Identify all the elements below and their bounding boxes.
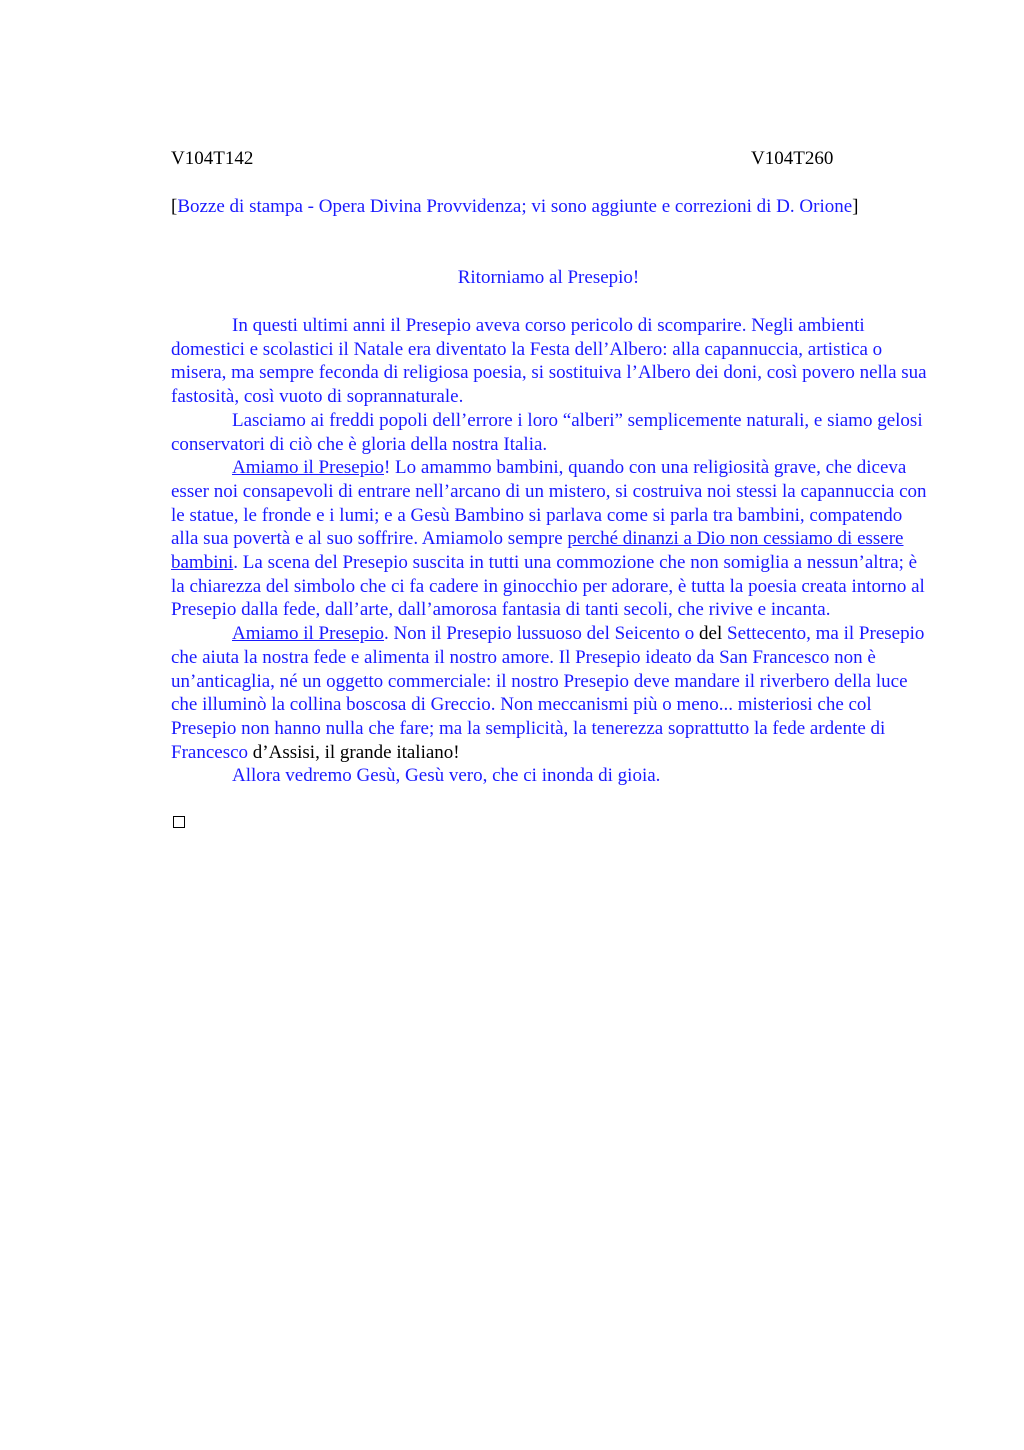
paragraph-3-text: ! Lo amammo bambini, quando con una religiosità grave, che diceva esser noi consapevoli di entrare nell’arcano di un mistero, si costruiva noi stessi la capannuccia con le statue, le fronde e i lumi; e a Gesù Bambino si parlava come si parla tra bambini, compatendo alla sua povertà e al suo soffrire. Amiamolo sempre: [171, 457, 927, 550]
article-title: Ritorniamo al Presepio!: [457, 267, 640, 288]
black-correction-text: del: [699, 623, 723, 645]
black-correction-text: d’Assisi, il grande italiano!: [248, 741, 460, 763]
paragraph-4-text-mid: Settecento, ma il Presepio che aiuta la nostra fede e alimenta il nostro amore. Il Presepio ideato da San Francesco non è un’anticaglia, né un oggetto commerciale: il nostro Presepio deve mandare il riverbero della luce che illuminò la collina boscosa di Greccio. Non meccanismi più o meno... misteriosi che col Presepio non hanno nulla che fare; ma la semplicità, la tenerezza soprattutto la fede ardente di Francesco: [171, 623, 925, 763]
underlined-phrase: Amiamo il Presepio: [232, 623, 384, 645]
note-text: Bozze di stampa - Opera Divina Provvidenza; vi sono aggiunte e correzioni di D. Orione: [177, 196, 853, 217]
note-open-bracket: [: [171, 196, 178, 217]
editorial-note: [171, 195, 858, 218]
left-document-code: V104T142: [171, 148, 254, 169]
note-close-bracket: ]: [852, 196, 859, 217]
paragraph-4-text: . Non il Presepio lussuoso del Seicento o: [383, 623, 700, 645]
paragraph-1: In questi ultimi anni il Presepio aveva corso pericolo di scomparire. Negli ambienti domestici e scolastici il Natale era diventato la Festa dell’Albero: alla capannuccia, artistica o misera, ma sempre feconda di religiosa poesia, si sostituiva l’Albero dei doni, così povero nella sua fastosità, così vuoto di soprannaturale.: [171, 315, 927, 408]
right-document-code: V104T260: [751, 148, 834, 169]
underlined-phrase: perché dinanzi a Dio non cessiamo di essere bambini: [171, 528, 904, 574]
paragraph-4: [171, 622, 929, 764]
article-body: [171, 314, 929, 788]
paragraph-2: Lasciamo ai freddi popoli dell’errore i loro “alberi” semplicemente naturali, e siamo gelosi conservatori di ciò che è gloria della nostra Italia.: [171, 409, 923, 455]
paragraph-3-text-end: . La scena del Presepio suscita in tutti una commozione che non somiglia a nessun’altra; è la chiarezza del simbolo che ci fa cadere in ginocchio per adorare, è tutta la poesia creata intorno al Presepio dalla fede, dall’arte, dall’amorosa fantasia di tanti secoli, che rivive e incanta.: [171, 552, 925, 621]
paragraph-3: [171, 456, 929, 622]
end-square-icon: [173, 816, 185, 828]
underlined-phrase: Amiamo il Presepio: [232, 457, 384, 479]
paragraph-5: Allora vedremo Gesù, Gesù vero, che ci inonda di gioia.: [232, 765, 661, 787]
